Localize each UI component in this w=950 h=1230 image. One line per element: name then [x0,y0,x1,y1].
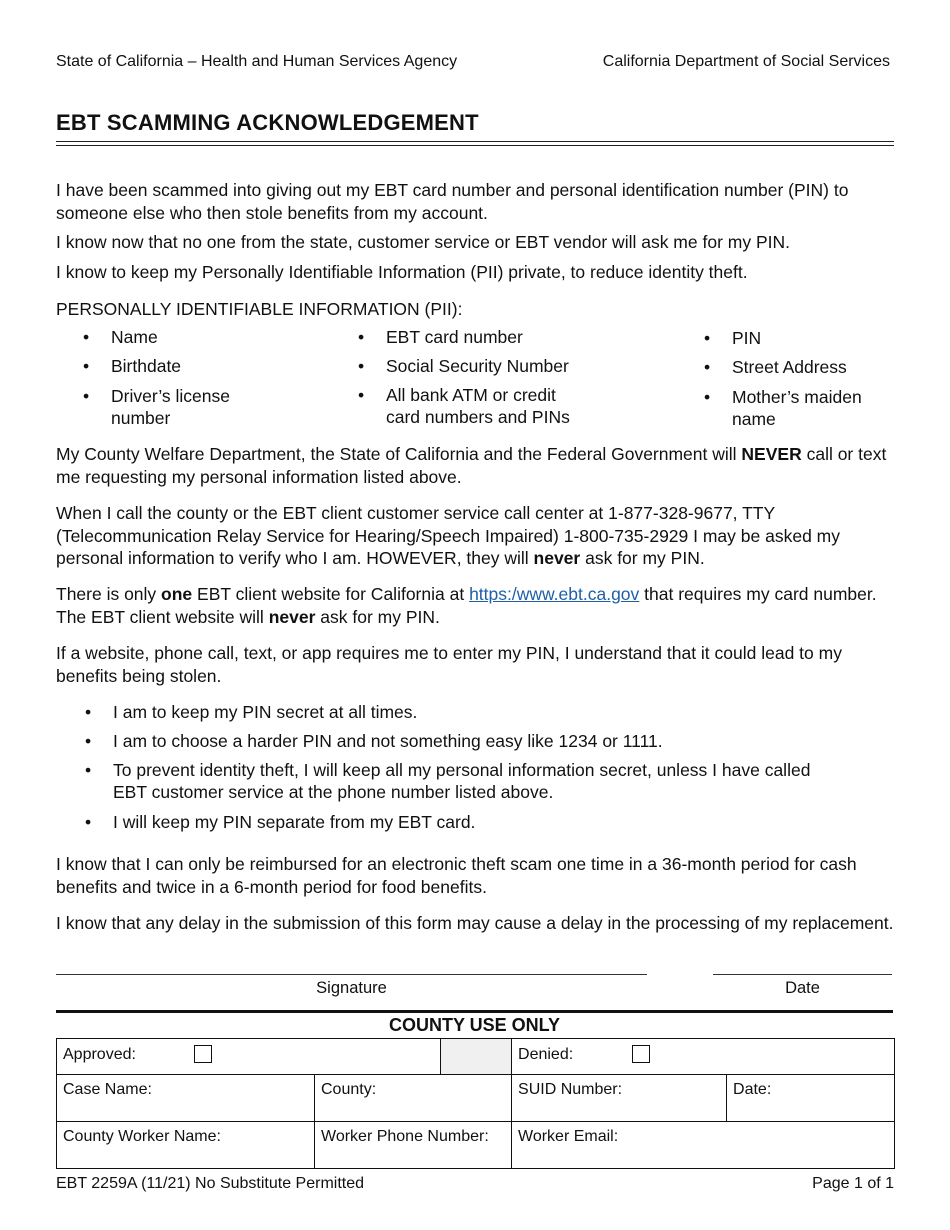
delay-paragraph: I know that any delay in the submission of this form may cause a delay in the processing of my replacement. [56,913,894,933]
intro-keep-private: I know to keep my Personally Identifiable Information (PII) private, to reduce identity theft. [56,262,748,282]
bullet-icon: • [83,356,90,376]
bullet-icon: • [704,357,711,377]
title-rule-bottom [56,145,894,146]
signature-label: Signature [316,979,387,997]
signature-line[interactable] [56,974,647,975]
date-line[interactable] [713,974,892,975]
bullet-icon: • [83,327,90,347]
intro-no-one-asks: I know now that no one from the state, customer service or EBT vendor will ask me for my PIN. [56,232,790,252]
form-title: EBT SCAMMING ACKNOWLEDGEMENT [56,110,479,135]
call-center-paragraph: When I call the county or the EBT client customer service call center at 1-877-328-9677, TTY (Telecommunication Relay Service for Hearing/Speech Impaired) 1-800-735-2929 I may be asked my personal information to verify who I am. HOWEVER, they will never ask for my PIN. [56,503,840,568]
bullet-icon: • [704,328,711,348]
denied-label: Denied: [518,1046,574,1063]
worker-phone-field[interactable]: Worker Phone Number: [315,1122,512,1169]
bullet-icon: • [704,387,711,407]
bullet-icon: • [83,386,90,406]
county-use-table [56,1038,895,1169]
never-call-paragraph: My County Welfare Department, the State of California and the Federal Government will NEVER call or text me requesting my personal information listed above. [56,444,887,487]
approved-checkbox[interactable] [194,1045,212,1063]
reimburse-paragraph: I know that I can only be reimbursed for an electronic theft scam one time in a 36-month period for cash benefits and twice in a 6-month period for food benefits. [56,854,857,897]
bullet-icon: • [358,385,365,405]
agency-header: State of California – Health and Human Services Agency [56,53,458,70]
county-worker-name-field[interactable]: County Worker Name: [57,1122,315,1169]
intro-scammed: I have been scammed into giving out my EBT card number and personal identification number (PIN) to someone else who then stole benefits from my account. [56,180,849,223]
bullet-icon: • [85,731,92,751]
bullet-icon: • [358,327,365,347]
bullet-icon: • [85,760,92,780]
date-label: Date [785,979,820,997]
form-id-footer: EBT 2259A (11/21) No Substitute Permitted [56,1175,365,1192]
bullet-icon: • [358,356,365,376]
ebt-website-link[interactable]: https:/www.ebt.ca.gov [469,584,640,604]
department-header: California Department of Social Services [602,53,890,70]
approved-label: Approved: [63,1046,136,1063]
county-field[interactable]: County: [315,1075,512,1122]
website-paragraph: There is only one EBT client website for California at https:/www.ebt.ca.gov that requires my card number. The EBT client website will never ask for my PIN. [56,584,877,627]
approved-cell [57,1039,441,1075]
date-field[interactable]: Date: [727,1075,895,1122]
county-use-title: COUNTY USE ONLY [388,1015,561,1035]
page-number: Page 1 of 1 [812,1175,894,1192]
denied-checkbox[interactable] [632,1045,650,1063]
bullet-icon: • [85,812,92,832]
shaded-cell [441,1039,512,1075]
denied-cell [512,1039,895,1075]
pii-heading: PERSONALLY IDENTIFIABLE INFORMATION (PII): [56,299,463,319]
bullet-icon: • [85,702,92,722]
title-rule-top [56,141,894,142]
form-page: State of California – Health and Human Services Agency California Department of Social Services EBT SCAMMING ACKNOWLEDGEMENT I have been scammed into giving out my EBT card number and personal identification number (PIN) to someone else who then stole benefits from my account. I know now that no one from the state, customer service or EBT vendor will ask me for my PIN. I know to keep my Personally Identifiable Information (PII) private, to reduce identity theft. PERSONALLY IDENTIFIABLE INFORMATION (PII): • Name • Birthdate • Driver’s license number • EBT card number • Social Security Number • All bank ATM or credit card numbers and PINs • PIN • Street Address • Mother’s maiden name My County Welfare Department, the State of California and the Federal Government will NEVER call or text me requesting my personal information listed above. When I call the county or the EBT client customer service call center at 1-877-328-9677, TTY (Telecommunication Relay Service for Hearing/Speech Impaired) 1-800-735-2929 I may be asked my personal information to verify who I am. HOWEVER, they will never ask for my PIN. There is only one EBT client website for California at https:/www.ebt.ca.gov that requires my card number. The EBT client website will never ask for my PIN. If a website, phone call, text, or app requires me to enter my PIN, I understand that it could lead to my benefits being stolen. • I am to keep my PIN secret at all times. • I am to choose a harder PIN and not something easy like 1234 or 1111. • To prevent identity theft, I will keep all my personal information secret, unless I have called EBT customer service at the phone number listed above. • I will keep my PIN separate from my EBT card. I know that I can only be reimbursed for an electronic theft scam one time in a 36-month period for cash benefits and twice in a 6-month period for food benefits. I know that any delay in the submission of this form may cause a delay in the processing of my replacement. Signature Date COUNTY USE ONLY Approved: Denied: Case Name: County: SUID Number: Date: County Worker Name: Worker Phone Number: Worker Email: EBT 2259A (11/21) No Substitute Permitted Page 1 of 1 [0,0,950,1230]
case-name-field[interactable]: Case Name: [57,1075,315,1122]
website-warning: If a website, phone call, text, or app requires me to enter my PIN, I understand that it could lead to my benefits being stolen. [56,643,842,686]
worker-email-field[interactable]: Worker Email: [512,1122,895,1169]
suid-number-field[interactable]: SUID Number: [512,1075,727,1122]
